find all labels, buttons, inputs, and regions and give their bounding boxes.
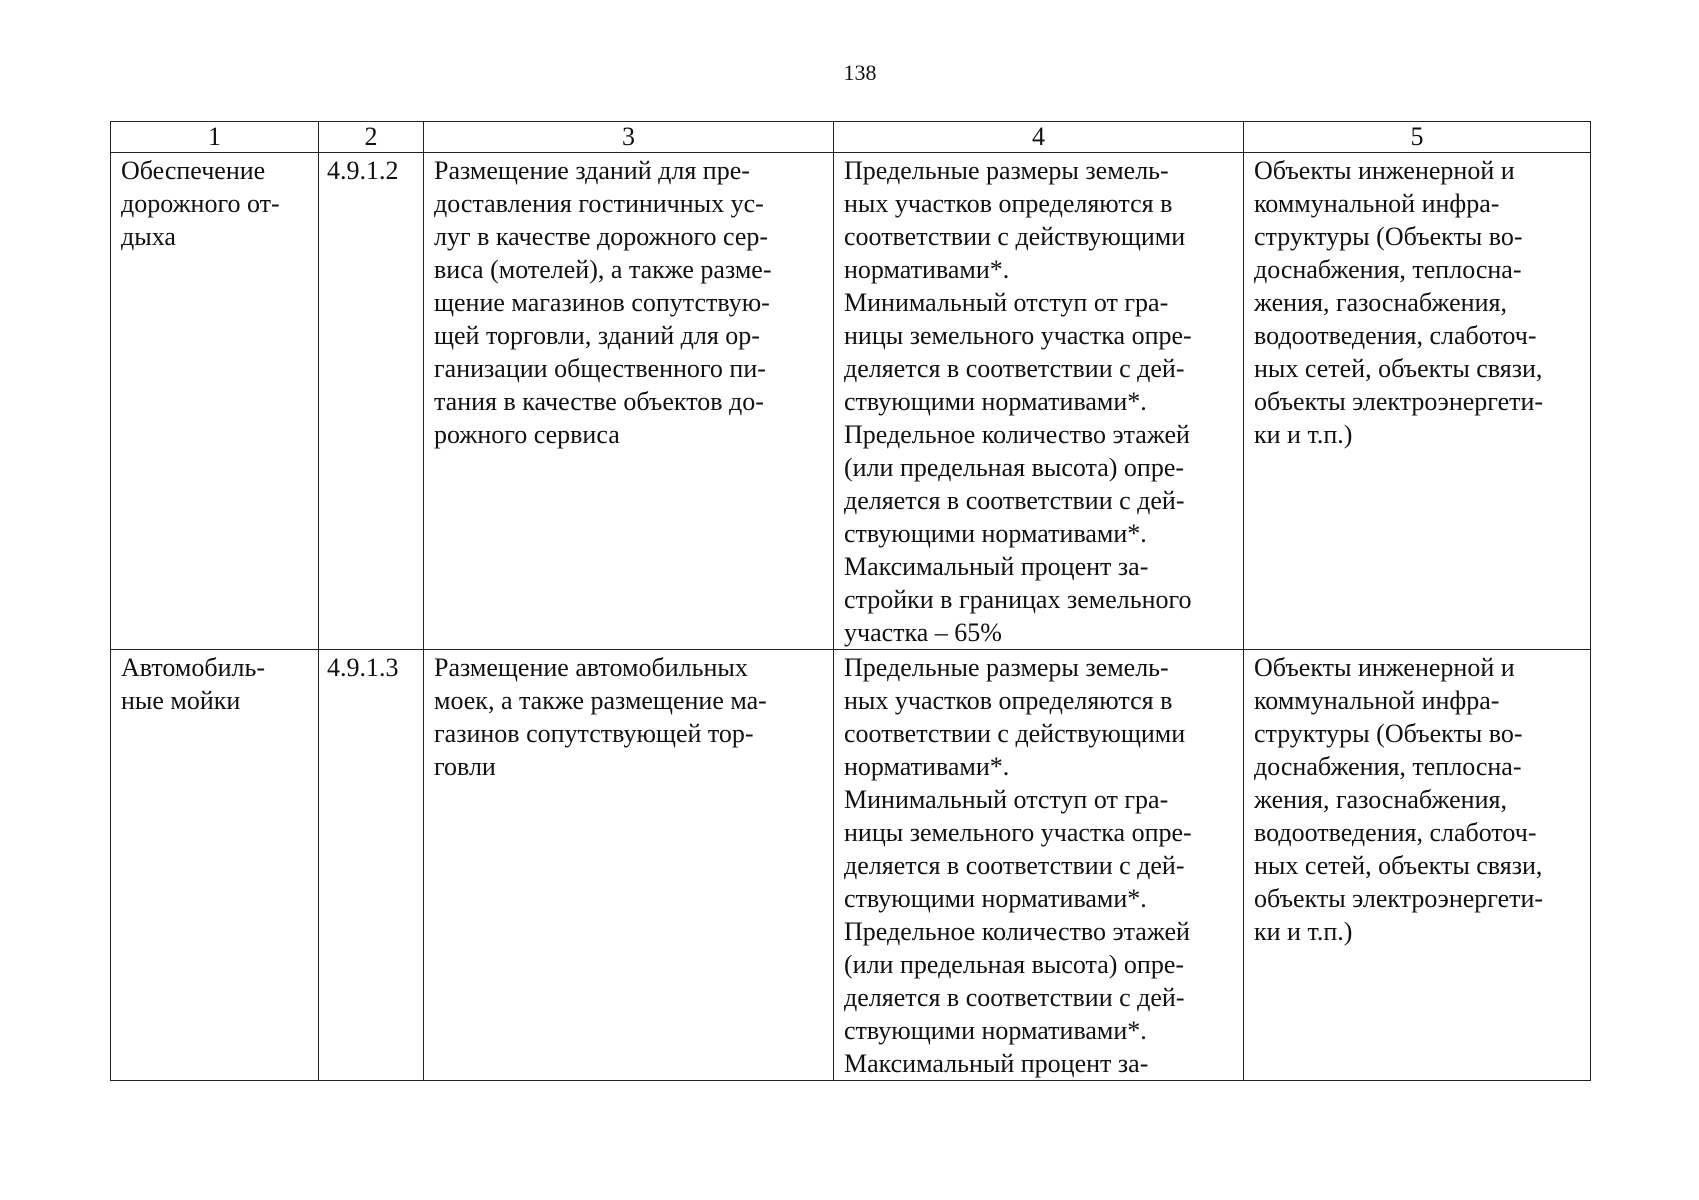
use-type-name: Обеспечение дорожного от- дыха xyxy=(111,153,319,650)
table-row xyxy=(111,650,1591,1081)
use-type-parameters: Предельные размеры земель- ных участков определяются в соответствии с действующими нормативами*. Минимальный отступ от гра- ницы земельного участка опре- деляется в соответствии с дей- ствующими нормативами*. Предельное количество этажей (или предельная высота) опре- деляется в соответствии с дей- ствующими нормативами*. Максимальный процент за- стройки в границах земельного участка – 65% xyxy=(834,153,1244,650)
use-type-code: 4.9.1.2 xyxy=(319,153,424,650)
regulations-table xyxy=(110,121,1591,1081)
table-row xyxy=(111,153,1591,650)
use-type-parameters: Предельные размеры земель- ных участков определяются в соответствии с действующими нормативами*. Минимальный отступ от гра- ницы земельного участка опре- деляется в соответствии с дей- ствующими нормативами*. Предельное количество этажей (или предельная высота) опре- деляется в соответствии с дей- ствующими нормативами*. Максимальный процент за- xyxy=(834,650,1244,1081)
page-number: 138 xyxy=(843,60,877,85)
use-type-description: Размещение автомобильных моек, а также размещение ма- газинов сопутствующей тор- говли xyxy=(424,650,834,1081)
column-header-5: 5 xyxy=(1244,122,1591,153)
use-type-description: Размещение зданий для пре- доставления гостиничных ус- луг в качестве дорожного сер- виса (мотелей), а также разме- щение магазинов сопутствую- щей торговли, зданий для ор- ганизации общественного пи- тания в качестве объектов до- рожного сервиса xyxy=(424,153,834,650)
use-type-code: 4.9.1.3 xyxy=(319,650,424,1081)
column-header-3: 3 xyxy=(424,122,834,153)
use-type-auxiliary: Объекты инженерной и коммунальной инфра- структуры (Объекты во- доснабжения, теплосна- жения, газоснабжения, водоотведения, слаботоч- ных сетей, объекты связи, объекты электроэнергети- ки и т.п.) xyxy=(1244,650,1591,1081)
use-type-auxiliary: Объекты инженерной и коммунальной инфра- структуры (Объекты во- доснабжения, теплосна- жения, газоснабжения, водоотведения, слаботоч- ных сетей, объекты связи, объекты электроэнергети- ки и т.п.) xyxy=(1244,153,1591,650)
column-header-1: 1 xyxy=(111,122,319,153)
column-header-4: 4 xyxy=(834,122,1244,153)
use-type-name: Автомобиль- ные мойки xyxy=(111,650,319,1081)
table-header-row xyxy=(111,122,1591,153)
column-header-2: 2 xyxy=(319,122,424,153)
